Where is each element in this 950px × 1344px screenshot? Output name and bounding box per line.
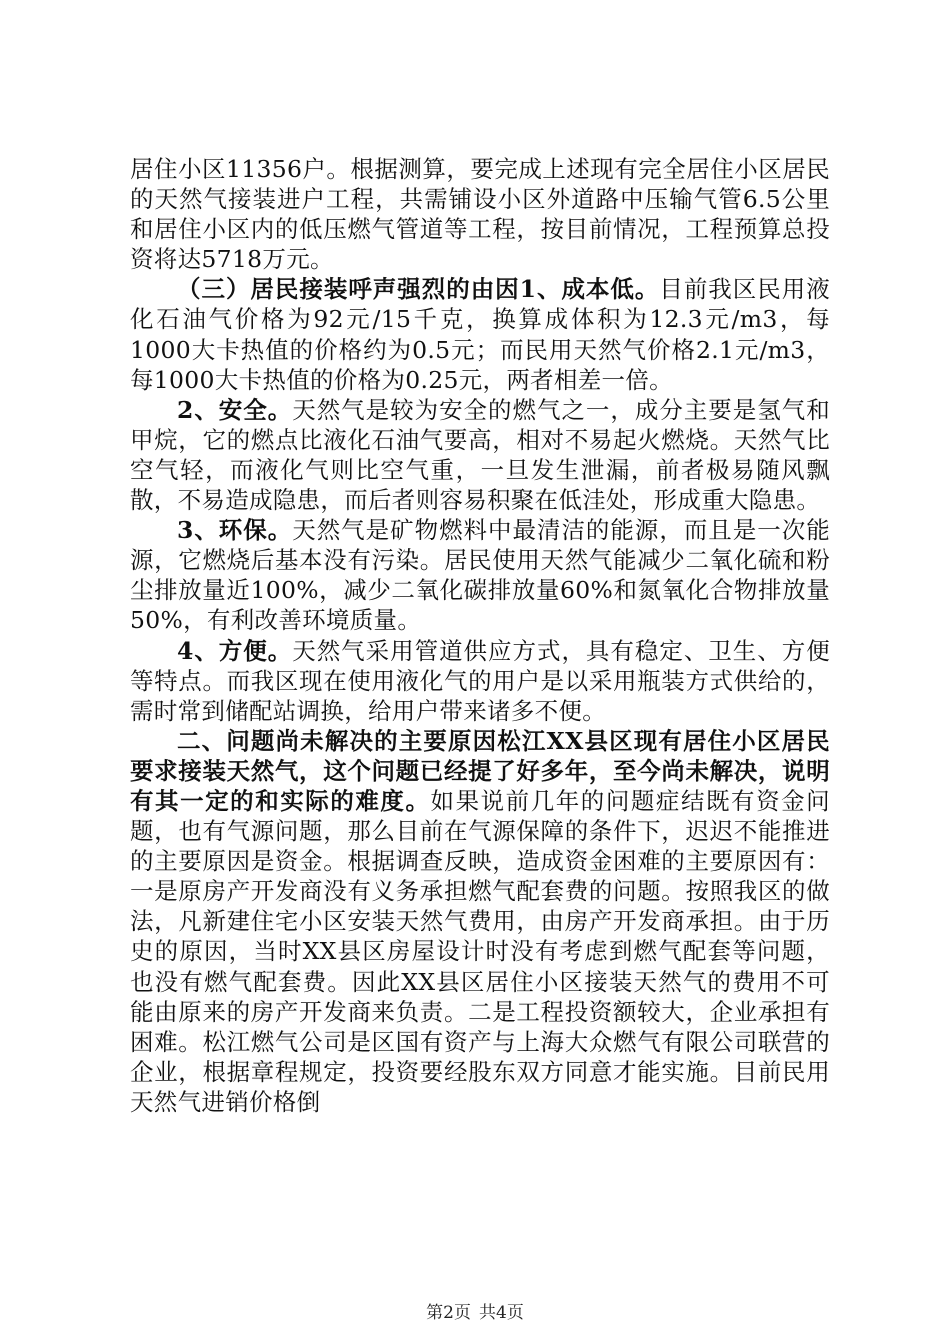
paragraph-environment (130, 515, 830, 635)
paragraph-main-reasons (130, 726, 830, 1117)
paragraph-text: 天然气采用管道供应方式，具有稳定、卫生、方便等特点。而我区现在使用液化气的用户是以采用瓶装方式供给的，需时常到储配站调换，给用户带来诸多不便。 (130, 636, 830, 725)
paragraph-text: 目前我区民用液化石油气价格为92元/15千克，换算成体积为12.3元/m3，每1000大卡热值的价格约为0.5元；而民用天然气价格2.1元/m3，每1000大卡热值的价格为0.25元，两者相差一倍。 (130, 275, 830, 394)
page-number: 第2页 (426, 1303, 471, 1323)
paragraph-safety (130, 395, 830, 515)
paragraph-heading: 2、安全。 (177, 395, 293, 424)
paragraph-heading: （三）居民接装呼声强烈的由因1、成本低。 (177, 275, 660, 304)
paragraph-text: 如果说前几年的问题症结既有资金问题，也有气源问题，那么目前在气源保障的条件下，迟迟不能推进的主要原因是资金。根据调查反映，造成资金困难的主要原因有：一是原房产开发商没有义务承担燃气配套费的问题。按照我区的做法，凡新建住宅小区安装天然气费用，由房产开发商承担。由于历史的原因，当时XX县区房屋设计时没有考虑到燃气配套等问题，也没有燃气配套费。因此XX县区居住小区接装天然气的费用不可能由原来的房产开发商来负责。二是工程投资额较大，企业承担有困难。松江燃气公司是区国有资产与上海大众燃气有限公司联营的企业，根据章程规定，投资要经股东双方同意才能实施。目前民用天然气进销价格倒 (130, 786, 830, 1116)
paragraph-project-investment (130, 154, 830, 274)
page-footer (0, 1298, 950, 1323)
paragraph-heading: 4、方便。 (177, 636, 293, 665)
paragraph-low-cost (130, 274, 830, 394)
paragraph-text: 天然气是矿物燃料中最清洁的能源，而且是一次能源，它燃烧后基本没有污染。居民使用天然气能减少二氧化硫和粉尘排放量近100%，减少二氧化碳排放量60%和氮氧化合物排放量50%，有利改善环境质量。 (130, 516, 830, 635)
document-body (130, 154, 830, 1117)
paragraph-text: 天然气是较为安全的燃气之一，成分主要是氢气和甲烷，它的燃点比液化石油气要高，相对不易起火燃烧。天然气比空气轻，而液化气则比空气重，一旦发生泄漏，前者极易随风飘散，不易造成隐患，而后者则容易积聚在低洼处，形成重大隐患。 (130, 395, 830, 515)
page-total: 共4页 (479, 1303, 524, 1323)
paragraph-convenience (130, 636, 830, 726)
paragraph-text: 居住小区11356户。根据测算，要完成上述现有完全居住小区居民的天然气接装进户工程，共需铺设小区外道路中压输气管6.5公里和居住小区内的低压燃气管道等工程，按目前情况，工程预算总投资将达5718万元。 (130, 155, 830, 274)
paragraph-heading: 3、环保。 (177, 516, 293, 545)
paragraph-heading: 二、问题尚未解决的主要原因松江XX县区现有居住小区居民要求接装天然气，这个问题已经提了好多年，至今尚未解决，说明有其一定的和实际的难度。 (130, 726, 830, 815)
